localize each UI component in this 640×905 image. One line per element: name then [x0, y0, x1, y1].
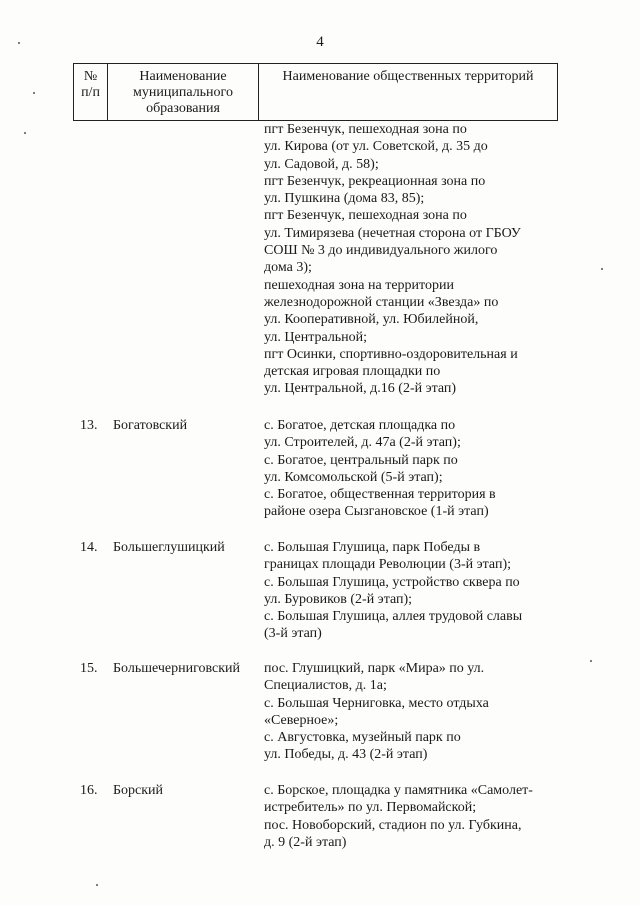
territory-line: истребитель» по ул. Первомайской; — [264, 800, 477, 816]
territory-line: ул. Комсомольской (5-й этап); — [264, 469, 443, 485]
territory-line: с. Августовка, музейный парк по — [264, 730, 461, 746]
territory-line: с. Богатое, общественная территория в — [264, 487, 496, 503]
territory-list — [264, 660, 564, 764]
territory-list — [264, 417, 564, 521]
row-number: 14. — [80, 540, 98, 555]
municipality-name: Борский — [113, 783, 164, 798]
municipality-name: Большечерниговский — [113, 661, 241, 676]
territory-line: ул. Центральной, д.16 (2-й этап) — [264, 381, 457, 397]
territory-line: пгт Безенчук, пешеходная зона по — [264, 122, 467, 137]
territory-list — [264, 782, 564, 851]
header-cell-territory: Наименование общественных территорий — [282, 69, 534, 84]
territory-line: Специалистов, д. 1а; — [264, 678, 387, 694]
municipality-name: Богатовский — [113, 418, 188, 433]
territory-line: пгт Безенчук, пешеходная зона по — [264, 208, 467, 224]
territory-line: пешеходная зона на территории — [264, 277, 454, 293]
territory-line: ул. Садовой, д. 58); — [264, 156, 379, 172]
territory-line: ул. Победы, д. 43 (2-й этап) — [264, 747, 428, 763]
scan-speck — [590, 660, 592, 662]
header-number-line: № — [83, 69, 98, 84]
header-municipality-line: Наименование — [139, 69, 227, 84]
scan-speck — [601, 268, 603, 270]
row-number: 16. — [80, 783, 98, 798]
scan-speck — [96, 884, 98, 886]
scan-speck — [18, 42, 20, 44]
territory-line: с. Большая Глушица, парк Победы в — [264, 540, 481, 555]
territory-line: ул. Центральной; — [264, 329, 368, 345]
territory-line: детская игровая площадки по — [264, 364, 441, 380]
territory-line: ул. Тимирязева (нечетная сторона от ГБОУ — [264, 225, 521, 241]
territory-line: железнодорожной станции «Звезда» по — [264, 294, 499, 310]
territory-line: с. Богатое, детская площадка по — [264, 418, 456, 433]
territory-line: «Северное»; — [264, 712, 339, 728]
territory-line: пос. Новоборский, стадион по ул. Губкина, — [264, 817, 522, 833]
territory-line: границах площади Революции (3-й этап); — [264, 557, 511, 573]
territory-line: пос. Глушицкий, парк «Мира» по ул. — [264, 661, 485, 676]
territory-line: с. Большая Глушица, аллея трудовой славы — [264, 609, 523, 625]
scan-speck — [24, 132, 26, 134]
territory-line: пгт Осинки, спортивно-оздоровительная и — [264, 346, 518, 362]
territory-line: ул. Кооперативной, ул. Юбилейной, — [264, 312, 479, 328]
territory-line: районе озера Сызгановское (1-й этап) — [264, 504, 489, 520]
header-cell-number — [74, 64, 108, 120]
territory-line: с. Большая Глушица, устройство сквера по — [264, 574, 520, 590]
territory-line: с. Борское, площадка у памятника «Самолет- — [264, 783, 533, 798]
header-number-line: п/п — [81, 85, 100, 100]
territory-line: дома 3); — [264, 260, 312, 276]
header-municipality-line: образования — [146, 101, 220, 116]
table-header — [73, 63, 558, 121]
territory-line: пгт Безенчук, рекреационная зона по — [264, 173, 486, 189]
territory-list — [264, 539, 564, 643]
scan-speck — [33, 92, 35, 94]
territory-line: ул. Пушкина (дома 83, 85); — [264, 191, 425, 207]
row-number: 13. — [80, 418, 98, 433]
header-municipality-line: муниципального — [133, 85, 233, 100]
territory-line: СОШ № 3 до индивидуального жилого — [264, 243, 498, 259]
row-number: 15. — [80, 661, 98, 676]
municipality-name: Большеглушицкий — [113, 540, 225, 555]
page-number: 4 — [316, 34, 324, 50]
territory-line: с. Богатое, центральный парк по — [264, 452, 458, 468]
territory-line: ул. Кирова (от ул. Советской, д. 35 до — [264, 139, 488, 155]
territory-line: ул. Строителей, д. 47а (2-й этап); — [264, 435, 461, 451]
territory-line: д. 9 (2-й этап) — [264, 834, 347, 850]
territory-list — [264, 121, 564, 398]
territory-line: с. Большая Черниговка, место отдыха — [264, 695, 489, 711]
territory-line: (3-й этап) — [264, 626, 322, 642]
territory-line: ул. Буровиков (2-й этап); — [264, 591, 413, 607]
header-cell-municipality — [108, 64, 259, 120]
